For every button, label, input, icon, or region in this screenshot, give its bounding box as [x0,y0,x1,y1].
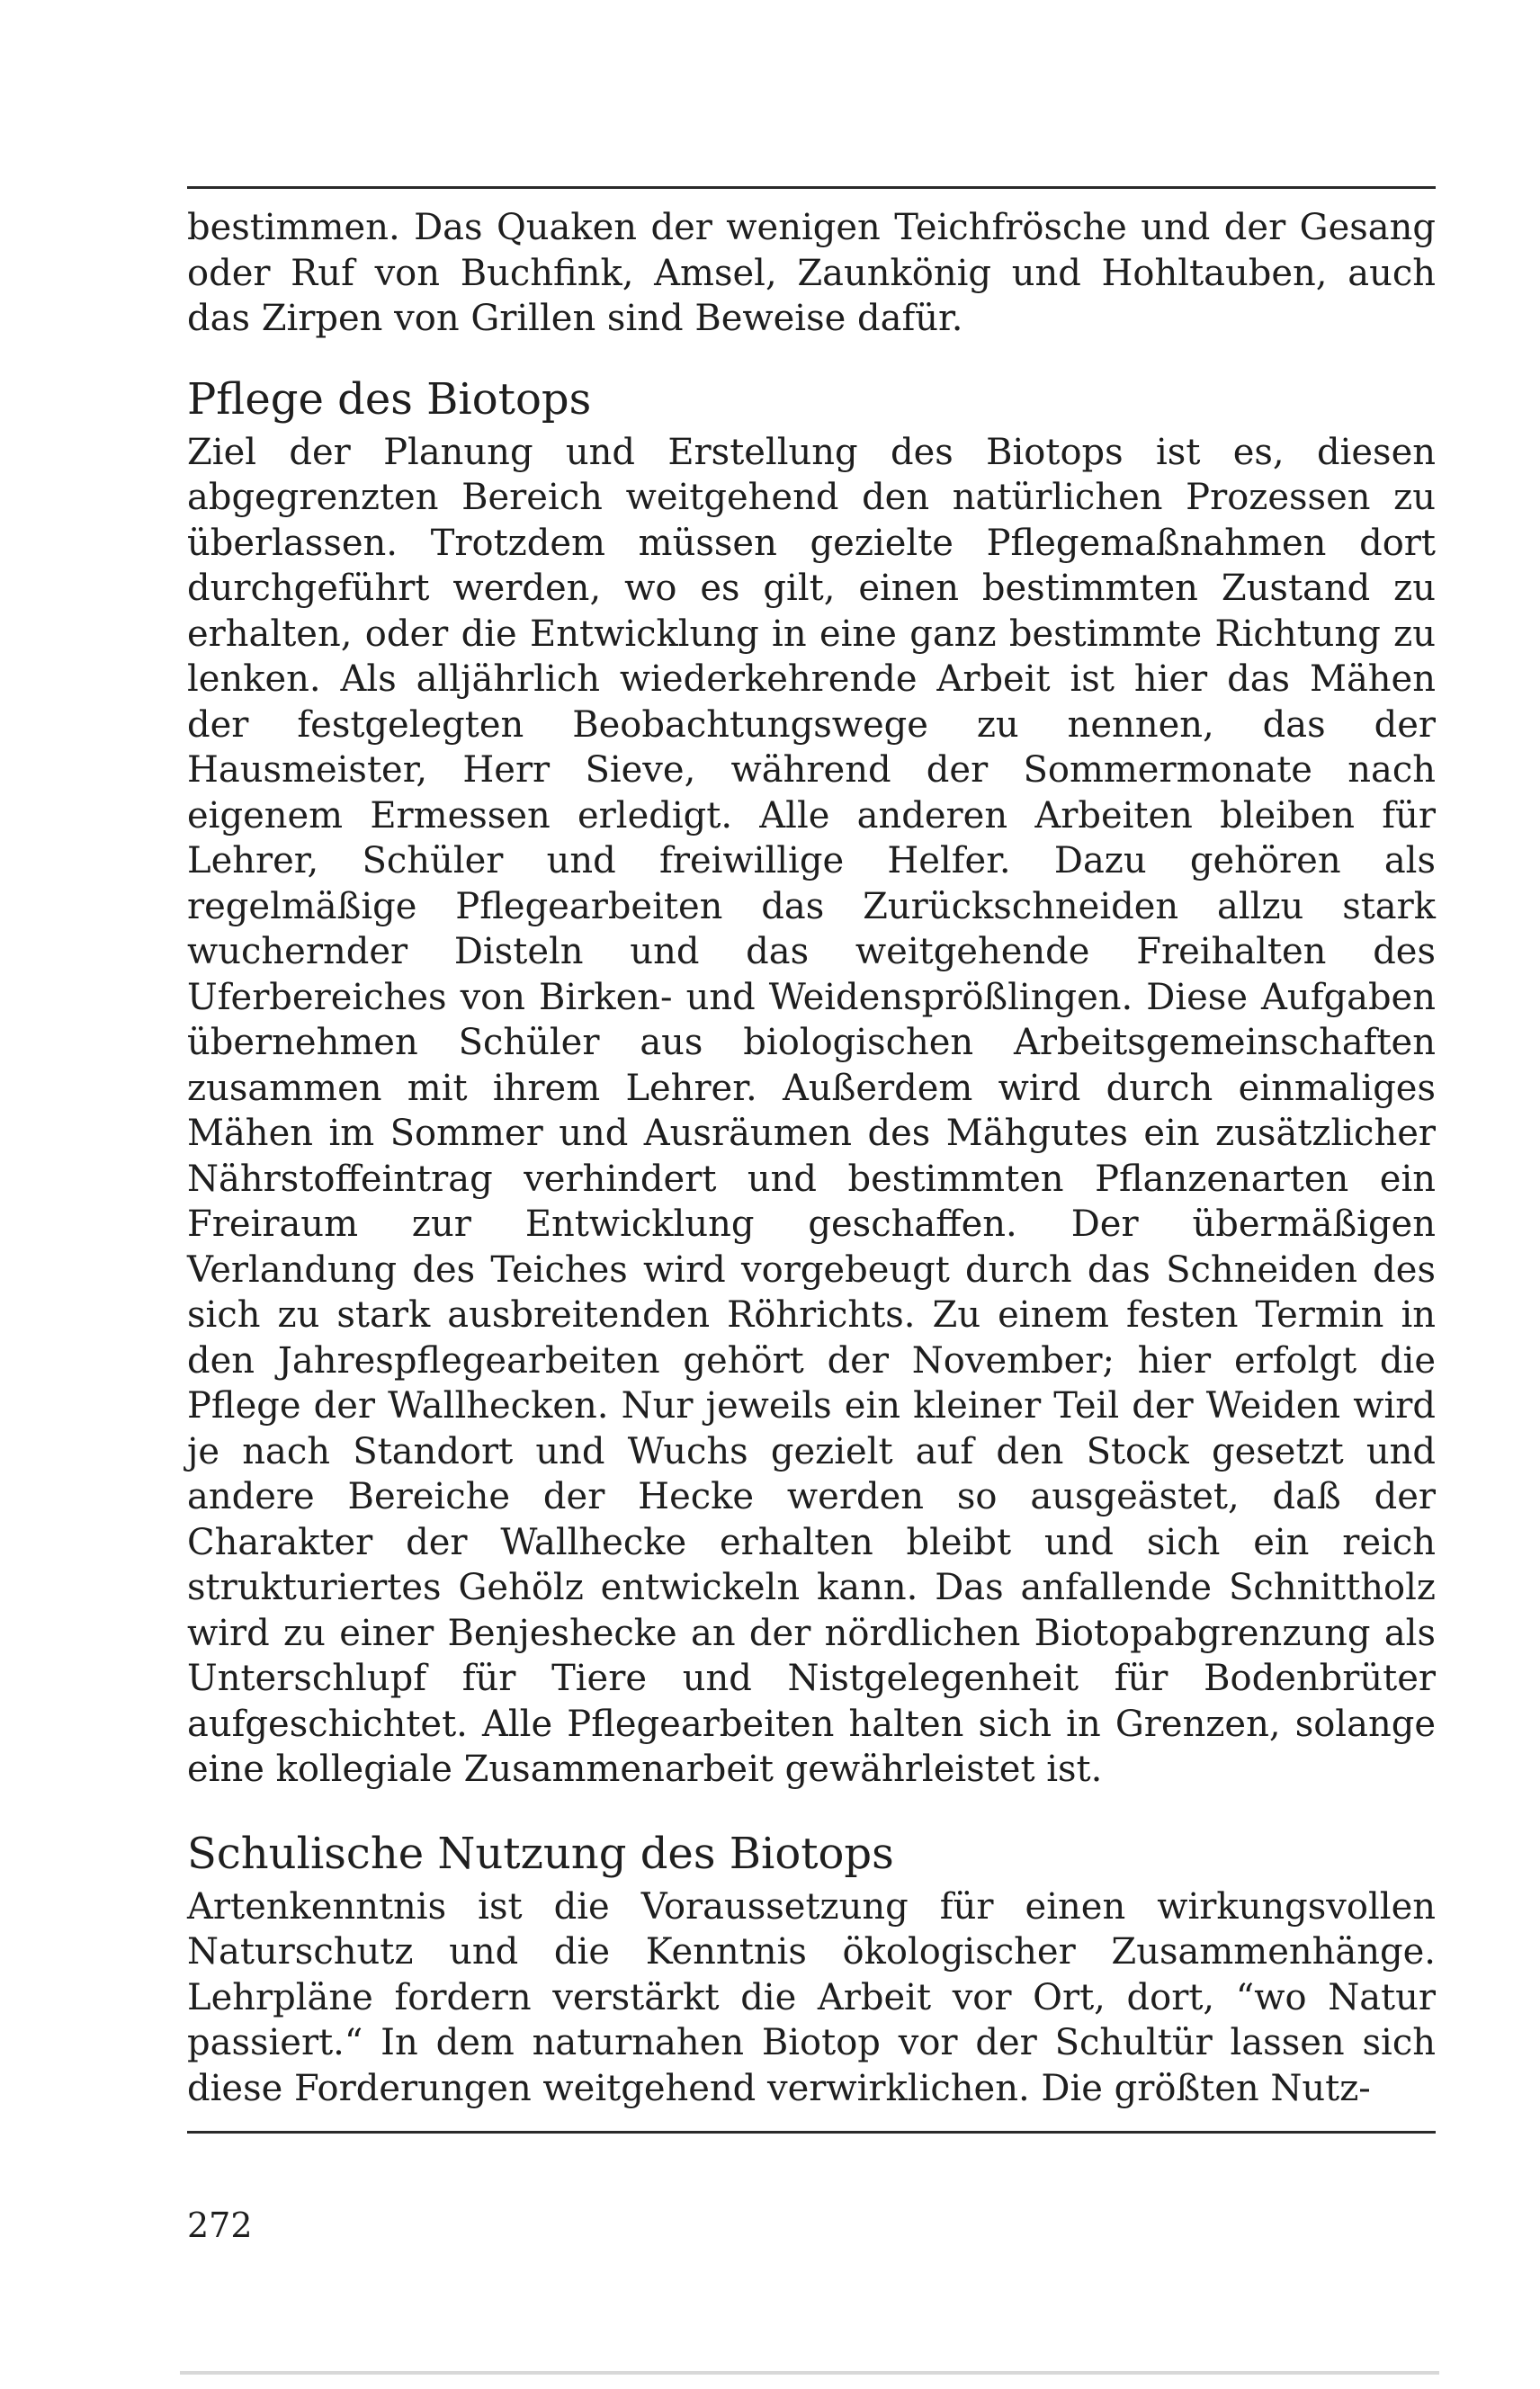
top-rule [187,186,1436,189]
bottom-rule [187,2131,1436,2134]
paragraph-nutzung: Artenkenntnis ist die Voraussetzung für einen wirkungsvollen Naturschutz und die Kenntnis ökologischer Zusammenhänge. Lehrpläne fordern verstärkt die Arbeit vor Ort, dort, “wo Natur passiert.“ In dem naturnahen Biotop vor der Schultür lassen sich diese Forderungen weitgehend verwirklichen. Die größten Nutz- [187,1885,1436,2109]
scan-edge-band [180,2371,1439,2375]
paragraph-intro: bestimmen. Das Quaken der wenigen Teichfrösche und der Gesang oder Ruf von Buchfink, Amsel, Zaunkönig und Hohltauben, auch das Zirpen von Grillen sind Beweise dafür. [187,207,1436,339]
section-heading-pflege: Pflege des Biotops [187,373,592,425]
page-body [187,205,1436,2111]
paragraph-pflege: Ziel der Planung und Erstellung des Biotops ist es, diesen abgegrenzten Bereich weitgehend den natürlichen Prozessen zu überlassen. Trotzdem müssen gezielte Pflegemaßnahmen dort durchgeführt werden, wo es gilt, einen bestimmten Zustand zu erhalten, oder die Entwicklung in eine ganz bestimmte Richtung zu lenken. Als alljährlich wiederkehrende Arbeit ist hier das Mähen der festgelegten Beobachtungswege zu nennen, das der Hausmeister, Herr Sieve, während der Sommermonate nach eigenem Ermessen erledigt. Alle anderen Arbeiten bleiben für Lehrer, Schüler und freiwillige Helfer. Dazu gehören als regelmäßige Pflegearbeiten das Zurückschneiden allzu stark wuchernder Disteln und das weitgehende Freihalten des Uferbereiches von Birken- und Weidensprößlingen. Diese Aufgaben übernehmen Schüler aus biologischen Arbeitsgemeinschaften zusammen mit ihrem Lehrer. Außerdem wird durch einmaliges Mähen im Sommer und Ausräumen des Mähgutes ein zusätzlicher Nährstoffeintrag verhindert und bestimmten Pflanzenarten ein Freiraum zur Entwicklung geschaffen. Der übermäßigen Verlandung des Teiches wird vorgebeugt durch das Schneiden des sich zu stark ausbreitenden Röhrichts. Zu einem festen Termin in den Jahrespflegearbeiten gehört der November; hier erfolgt die Pflege der Wallhecken. Nur jeweils ein kleiner Teil der Weiden wird je nach Standort und Wuchs gezielt auf den Stock gesetzt und andere Bereiche der Hecke werden so ausgeästet, daß der Charakter der Wallhecke erhalten bleibt und sich ein reich strukturiertes Gehölz entwickeln kann. Das anfallende Schnittholz wird zu einer Benjeshecke an der nördlichen Biotopabgrenzung als Unterschlupf für Tiere und Nistgelegenheit für Bodenbrüter aufgeschichtet. Alle Pflegearbeiten halten sich in Grenzen, solange eine kollegiale Zusammenarbeit gewährleistet ist. [187,431,1436,1790]
section-heading-nutzung: Schulische Nutzung des Biotops [187,1828,894,1879]
page-number: 272 [187,2206,253,2245]
